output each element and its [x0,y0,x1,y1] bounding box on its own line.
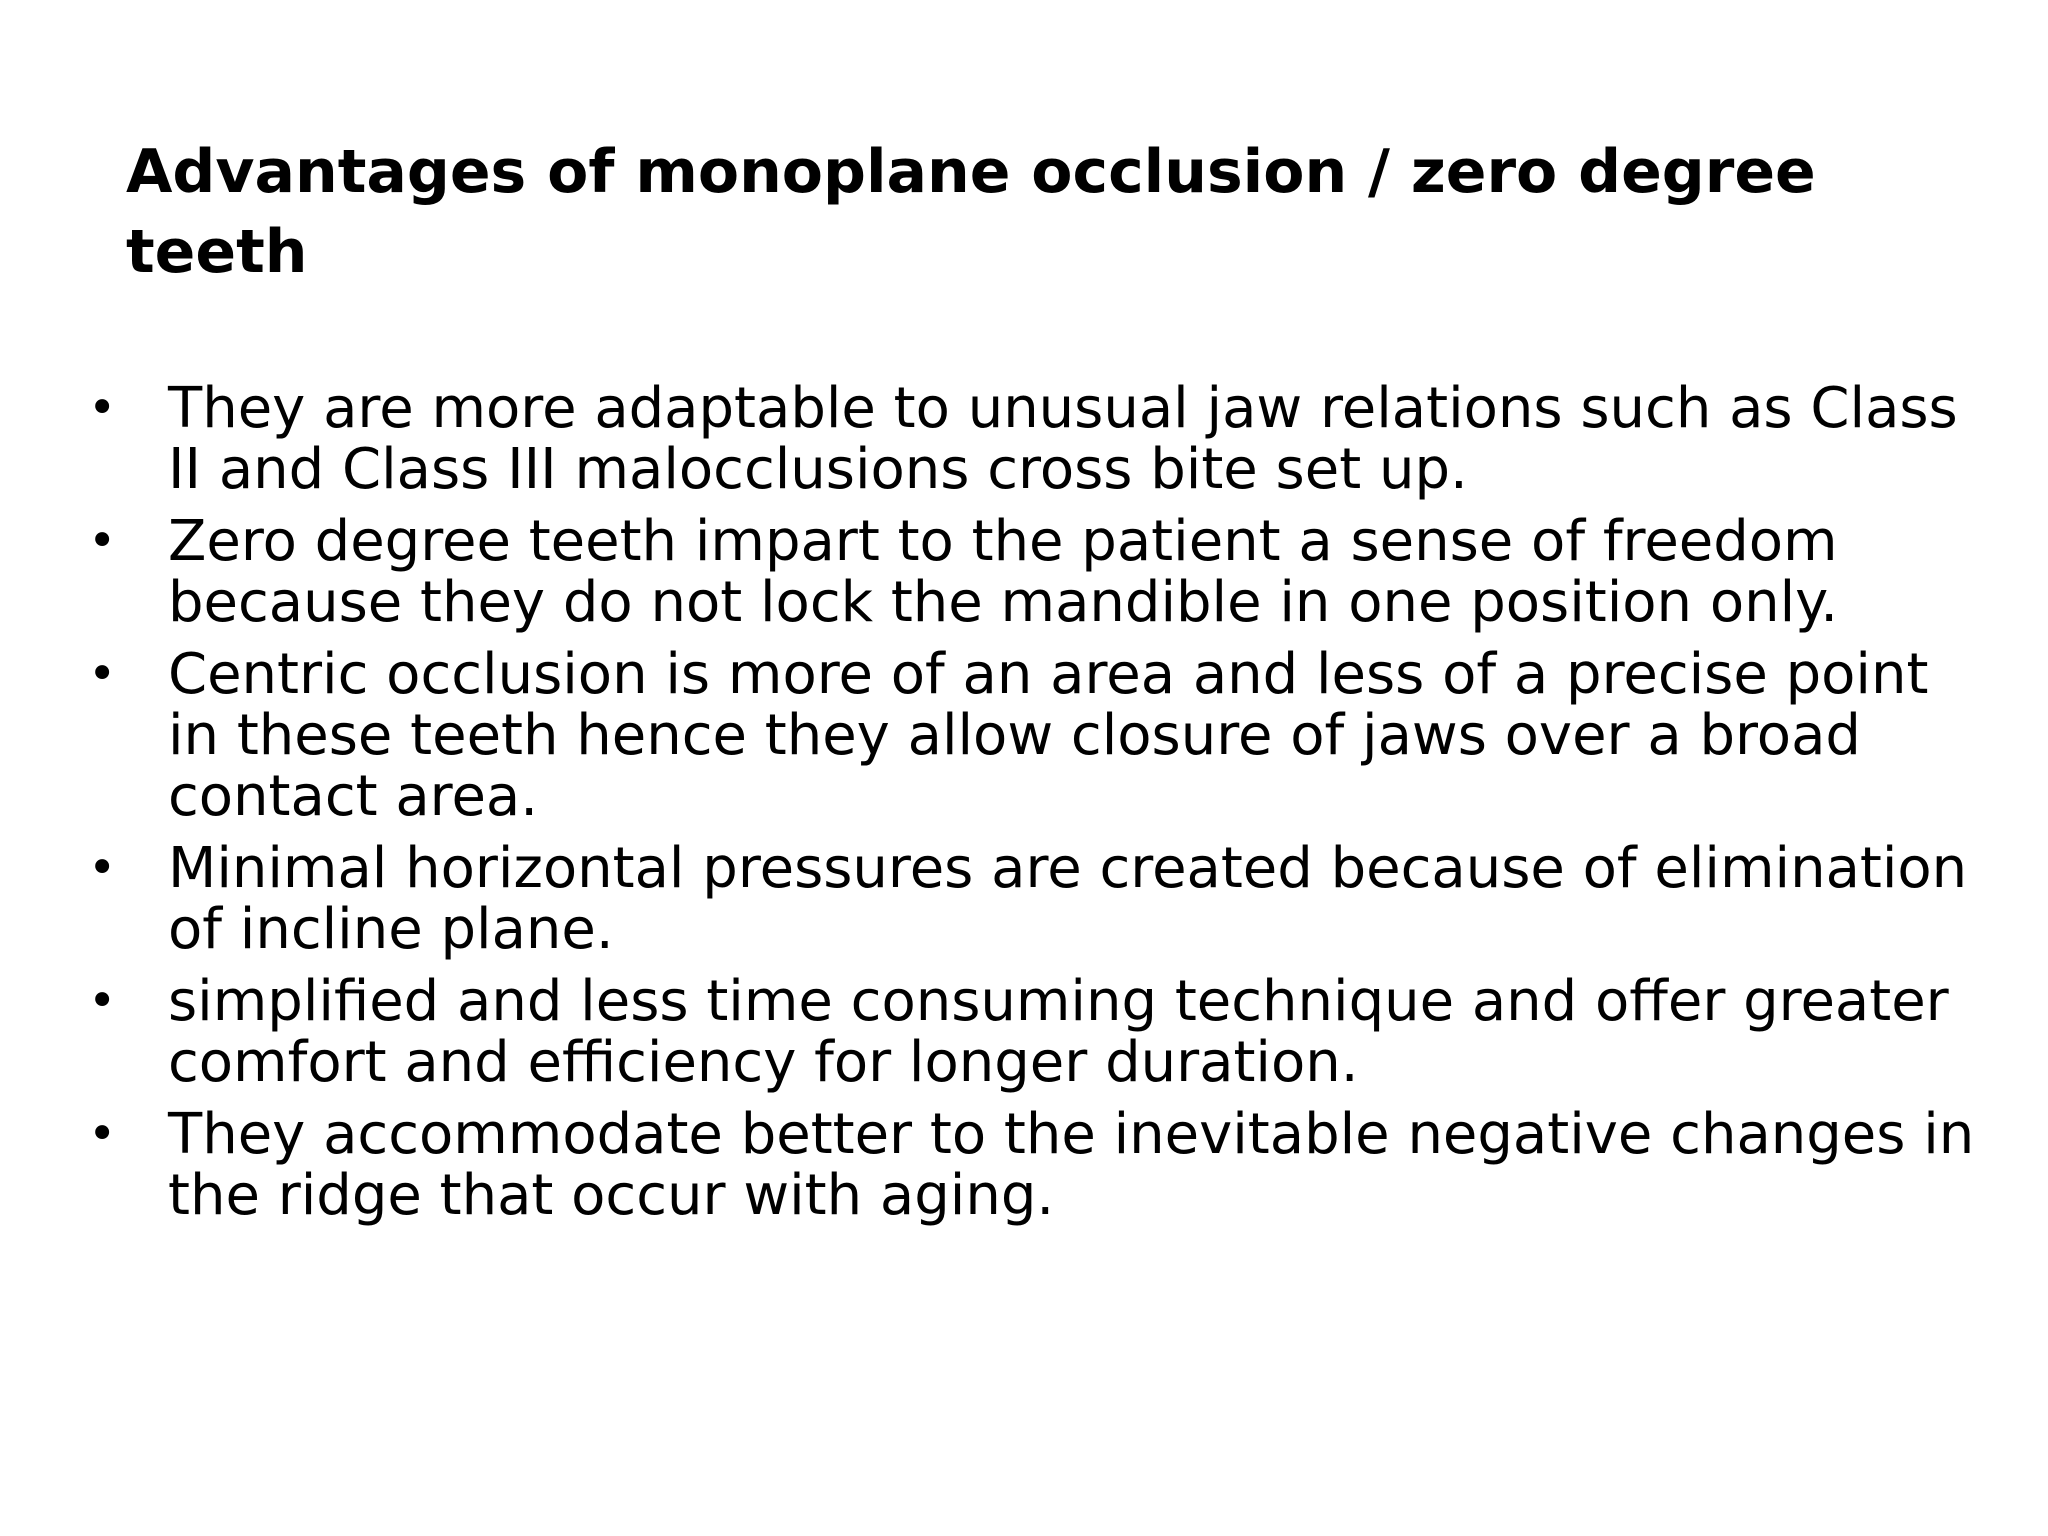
bullet-text: Centric occlusion is more of an area and less of a precise point in these teeth hence they allow closure of jaws over a broad contact area. [168,642,1929,829]
bullet-dot-icon: • [88,1106,117,1162]
bullet-text: They are more adaptable to unusual jaw relations such as Class II and Class III malocclusions cross bite set up. [168,376,1958,502]
bullet-item [88,971,1988,1093]
bullet-text: Zero degree teeth impart to the patient a sense of freedom because they do not lock the mandible in one position only. [168,509,1839,635]
slide-title: Advantages of monoplane occlusion / zero degree teeth [126,137,1816,287]
bullet-text: They accommodate better to the inevitable negative changes in the ridge that occur with aging. [168,1102,1975,1228]
bullet-item [88,1104,1988,1226]
bullet-item [88,511,1988,633]
bullet-item [88,838,1988,960]
bullet-item [88,644,1988,827]
bullet-text: Minimal horizontal pressures are created because of elimination of incline plane. [168,836,1968,962]
bullet-dot-icon: • [88,973,117,1029]
bullet-dot-icon: • [88,380,117,436]
bullet-dot-icon: • [88,646,117,702]
bullet-dot-icon: • [88,513,117,569]
bullet-text: simplified and less time consuming technique and offer greater comfort and efficiency for longer duration. [168,969,1949,1095]
bullet-item [88,378,1988,500]
bullet-dot-icon: • [88,840,117,896]
bullet-list [88,378,1988,1237]
